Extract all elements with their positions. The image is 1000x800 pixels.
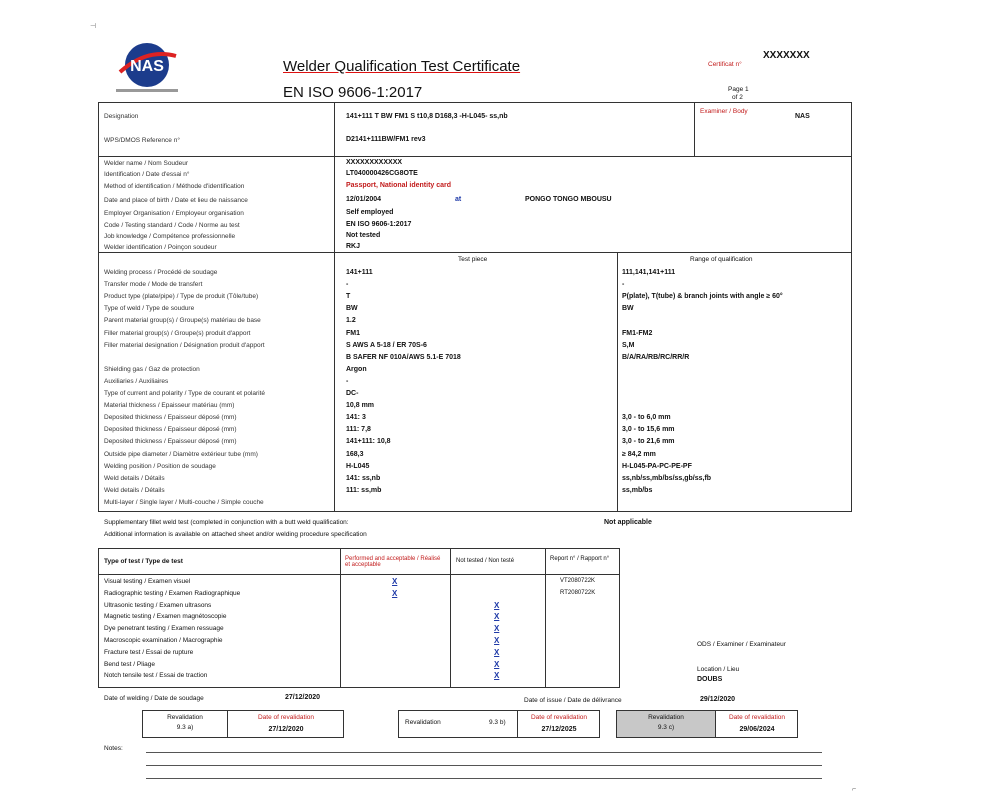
test-row-label: Weld details / Détails: [104, 475, 165, 482]
test-row-range: 3,0 - to 15,6 mm: [622, 426, 675, 433]
birth-at: at: [455, 196, 462, 203]
revalidation-label: Revalidation: [167, 714, 203, 721]
welding-date-label: Date of welding / Date de soudage: [104, 695, 204, 702]
test-row-label: Deposited thickness / Epaisseur déposé (mm): [104, 414, 237, 421]
performed-mark: X: [392, 577, 398, 586]
test-row-range: ss,nb/ss,mb/bs/ss,gb/ss,fb: [622, 475, 712, 482]
range-header: Range of qualification: [690, 256, 753, 263]
welder-row-label: Welder identification / Poinçon soudeur: [104, 244, 217, 251]
tests-header-not-tested: Not tested / Non testé: [456, 558, 515, 564]
test-row-label: Transfer mode / Mode de transfert: [104, 281, 203, 288]
test-row-value: 10,8 mm: [346, 402, 375, 409]
test-row-value: DC-: [346, 390, 359, 397]
test-row-range: S,M: [622, 342, 635, 349]
page-subtitle: EN ISO 9606-1:2017: [283, 84, 423, 101]
revalidation-box: [398, 710, 600, 738]
footer-mark: ⌐: [852, 786, 857, 793]
page-of: of 2: [732, 94, 743, 101]
cert-label: Certificat n°: [708, 61, 742, 68]
wps-value: D2141+111BW/FM1 rev3: [346, 136, 426, 143]
welder-row-label: Job knowledge / Compétence professionnelle: [104, 233, 236, 240]
test-row-value: 168,3: [346, 451, 364, 458]
revalidation-date: 27/12/2020: [268, 726, 304, 733]
test-row-value: T: [346, 293, 351, 300]
revalidation-date-label: Date of revalidation: [728, 714, 785, 721]
wps-label: WPS/DMOS Reference n°: [104, 137, 180, 144]
not-tested-mark: X: [494, 636, 500, 645]
test-row-label: Deposited thickness / Epaisseur déposé (mm): [104, 426, 237, 433]
test-row-label: Filler material designation / Désignation produit d'apport: [104, 342, 265, 349]
welder-row-value: RKJ: [346, 243, 361, 250]
test-row-label: Parent material group(s) / Groupe(s) matériau de base: [104, 317, 261, 324]
revalidation-label: Revalidation: [648, 714, 684, 721]
revalidation-sub: 9.3 c): [657, 724, 675, 731]
test-type-name: Dye penetrant testing / Examen ressuage: [104, 625, 224, 632]
welder-row-label: Welder name / Nom Soudeur: [104, 160, 189, 167]
revalidation-date: 29/06/2024: [739, 726, 775, 733]
test-type-name: Visual testing / Examen visuel: [104, 578, 191, 585]
test-row-range: 111,141,141+111: [622, 269, 676, 276]
test-row-value: Argon: [346, 366, 367, 373]
welder-row-label: Identification / Date d'essai n°: [104, 171, 190, 178]
welder-row-value: Self employed: [346, 209, 394, 216]
test-type-name: Notch tensile test / Essai de traction: [104, 672, 208, 679]
test-row-value: -: [346, 281, 349, 288]
report-number: RT2080722K: [560, 590, 596, 596]
test-row-value: B SAFER NF 010A/AWS 5.1-E 7018: [346, 354, 461, 361]
test-row-value: -: [346, 378, 349, 385]
welder-row-value: Not tested: [346, 232, 381, 239]
location-value: DOUBS: [697, 676, 723, 683]
test-row-label: Product type (plate/pipe) / Type de produit (Tôle/tube): [104, 293, 259, 300]
test-row-value: 141+111: 10,8: [346, 438, 391, 445]
issue-date-label: Date of issue / Date de délivrance: [524, 697, 622, 704]
test-row-label: Auxiliaries / Auxiliaires: [104, 378, 169, 385]
page-title: Welder Qualification Test Certificate: [283, 58, 521, 75]
test-piece-header: Test piece: [458, 256, 488, 263]
signature-label: ODS / Examiner / Examinateur: [697, 641, 786, 648]
not-tested-mark: X: [494, 612, 500, 621]
test-type-name: Magnetic testing / Examen magnétoscopie: [104, 613, 227, 620]
test-row-label: Type of weld / Type de soudure: [104, 305, 195, 312]
test-row-value: 1.2: [346, 317, 356, 324]
test-row-value: FM1: [346, 330, 360, 337]
test-type-name: Radiographic testing / Examen Radiographique: [104, 590, 241, 597]
revalidation-box: [616, 710, 798, 738]
revalidation-box: [142, 710, 344, 738]
test-type-name: Fracture test / Essai de rupture: [104, 649, 194, 656]
welding-date-value: 27/12/2020: [285, 694, 321, 701]
test-row-range: BW: [622, 305, 634, 312]
cert-number: XXXXXXX: [763, 50, 810, 61]
test-row-range: B/A/RA/RB/RC/RR/R: [622, 354, 690, 361]
nas-logo: [112, 38, 182, 96]
svg-text:NAS: NAS: [130, 58, 164, 75]
test-row-value: S AWS A 5-18 / ER 70S-6: [346, 342, 427, 349]
supplementary-line: Supplementary fillet weld test (completed in conjunction with a butt weld qualification:: [104, 519, 349, 526]
test-row-label: Shielding gas / Gaz de protection: [104, 366, 200, 373]
examiner-label: Examiner / Body: [700, 108, 748, 115]
test-type-name: Ultrasonic testing / Examen ultrasons: [104, 602, 212, 609]
test-row-range: P(plate), T(tube) & branch joints with angle ≥ 60°: [622, 293, 783, 300]
test-row-value: 141+111: [346, 269, 373, 276]
test-row-label: Multi-layer / Single layer / Multi-couche / Simple couche: [104, 499, 264, 506]
test-row-value: 111: ss,mb: [346, 487, 382, 494]
welder-row-value: EN ISO 9606-1:2017: [346, 221, 412, 228]
corner-mark: ⊣: [90, 23, 97, 30]
welder-row-value: 12/01/2004: [346, 196, 382, 203]
test-row-label: Material thickness / Epaisseur matériau (mm): [104, 402, 235, 409]
not-tested-mark: X: [494, 660, 500, 669]
revalidation-date-label: Date of revalidation: [257, 714, 314, 721]
not-tested-mark: X: [494, 624, 500, 633]
revalidation-sub: 9.3 a): [176, 724, 194, 731]
test-row-label: Filler material group(s) / Groupe(s) produit d'apport: [104, 330, 251, 337]
notes-label: Notes:: [104, 745, 123, 752]
test-row-range: 3,0 - to 6,0 mm: [622, 414, 671, 421]
welder-row-value: XXXXXXXXXXXX: [346, 159, 403, 166]
test-row-range: FM1-FM2: [622, 330, 653, 337]
performed-mark: X: [392, 589, 398, 598]
birth-place: PONGO TONGO MBOUSU: [525, 196, 612, 203]
test-row-range: H-L045-PA-PC-PE-PF: [622, 463, 692, 470]
tests-header-type: Type of test / Type de test: [104, 558, 183, 565]
revalidation-date-label: Date of revalidation: [530, 714, 587, 721]
welder-row-label: Method of identification / Méthode d'identification: [104, 183, 245, 190]
revalidation-sub: 9.3 b): [489, 719, 506, 726]
designation-value: 141+111 T BW FM1 S t10,8 D168,3 -H-L045- ss,nb: [346, 113, 508, 120]
test-type-name: Bend test / Pliage: [104, 661, 155, 668]
welder-row-label: Date and place of birth / Date et lieu de naissance: [104, 197, 248, 204]
not-tested-mark: X: [494, 601, 500, 610]
issue-date-value: 29/12/2020: [700, 696, 736, 703]
test-type-name: Macroscopic examination / Macrographie: [104, 637, 223, 644]
test-row-label: Type of current and polarity / Type de courant et polarité: [104, 390, 266, 397]
report-number: VT2080722K: [560, 578, 596, 584]
test-row-value: H-L045: [346, 463, 370, 470]
welder-row-value: Passport, National identity card: [346, 182, 452, 189]
test-row-value: 111: 7,8: [346, 426, 371, 433]
test-row-range: ≥ 84,2 mm: [622, 451, 656, 458]
supplementary-note: Additional information is available on attached sheet and/or welding procedure specification: [104, 531, 367, 538]
designation-label: Designation: [104, 113, 139, 120]
test-row-value: 141: 3: [346, 414, 366, 421]
revalidation-date: 27/12/2025: [541, 726, 577, 733]
test-row-label: Welding position / Position de soudage: [104, 463, 216, 470]
examiner-value: NAS: [795, 113, 810, 120]
supplementary-value: Not applicable: [604, 519, 652, 526]
location-label: Location / Lieu: [697, 666, 740, 673]
test-row-value: BW: [346, 305, 358, 312]
test-row-label: Welding process / Procédé de soudage: [104, 269, 218, 276]
revalidation-label: Revalidation: [405, 719, 441, 726]
not-tested-mark: X: [494, 648, 500, 657]
test-row-label: Deposited thickness / Epaisseur déposé (mm): [104, 438, 237, 445]
not-tested-mark: X: [494, 671, 500, 680]
test-row-value: 141: ss,nb: [346, 475, 381, 482]
page-number: Page 1: [728, 86, 749, 93]
test-row-range: ss,mb/bs: [622, 487, 653, 494]
test-row-range: -: [622, 281, 625, 288]
test-row-range: 3,0 - to 21,6 mm: [622, 438, 675, 445]
welder-row-label: Employer Organisation / Employeur organisation: [104, 210, 244, 217]
welder-row-label: Code / Testing standard / Code / Norme au test: [104, 222, 240, 229]
tests-header-report: Report n° / Rapport n°: [550, 556, 610, 562]
test-row-label: Outside pipe diameter / Diamètre extérieur tube (mm): [104, 451, 258, 458]
welder-row-value: LT040000426CG8OTE: [346, 170, 418, 177]
tests-header-performed: Performed and acceptable / Réalisé et acceptable: [345, 556, 441, 568]
test-row-label: Weld details / Détails: [104, 487, 165, 494]
